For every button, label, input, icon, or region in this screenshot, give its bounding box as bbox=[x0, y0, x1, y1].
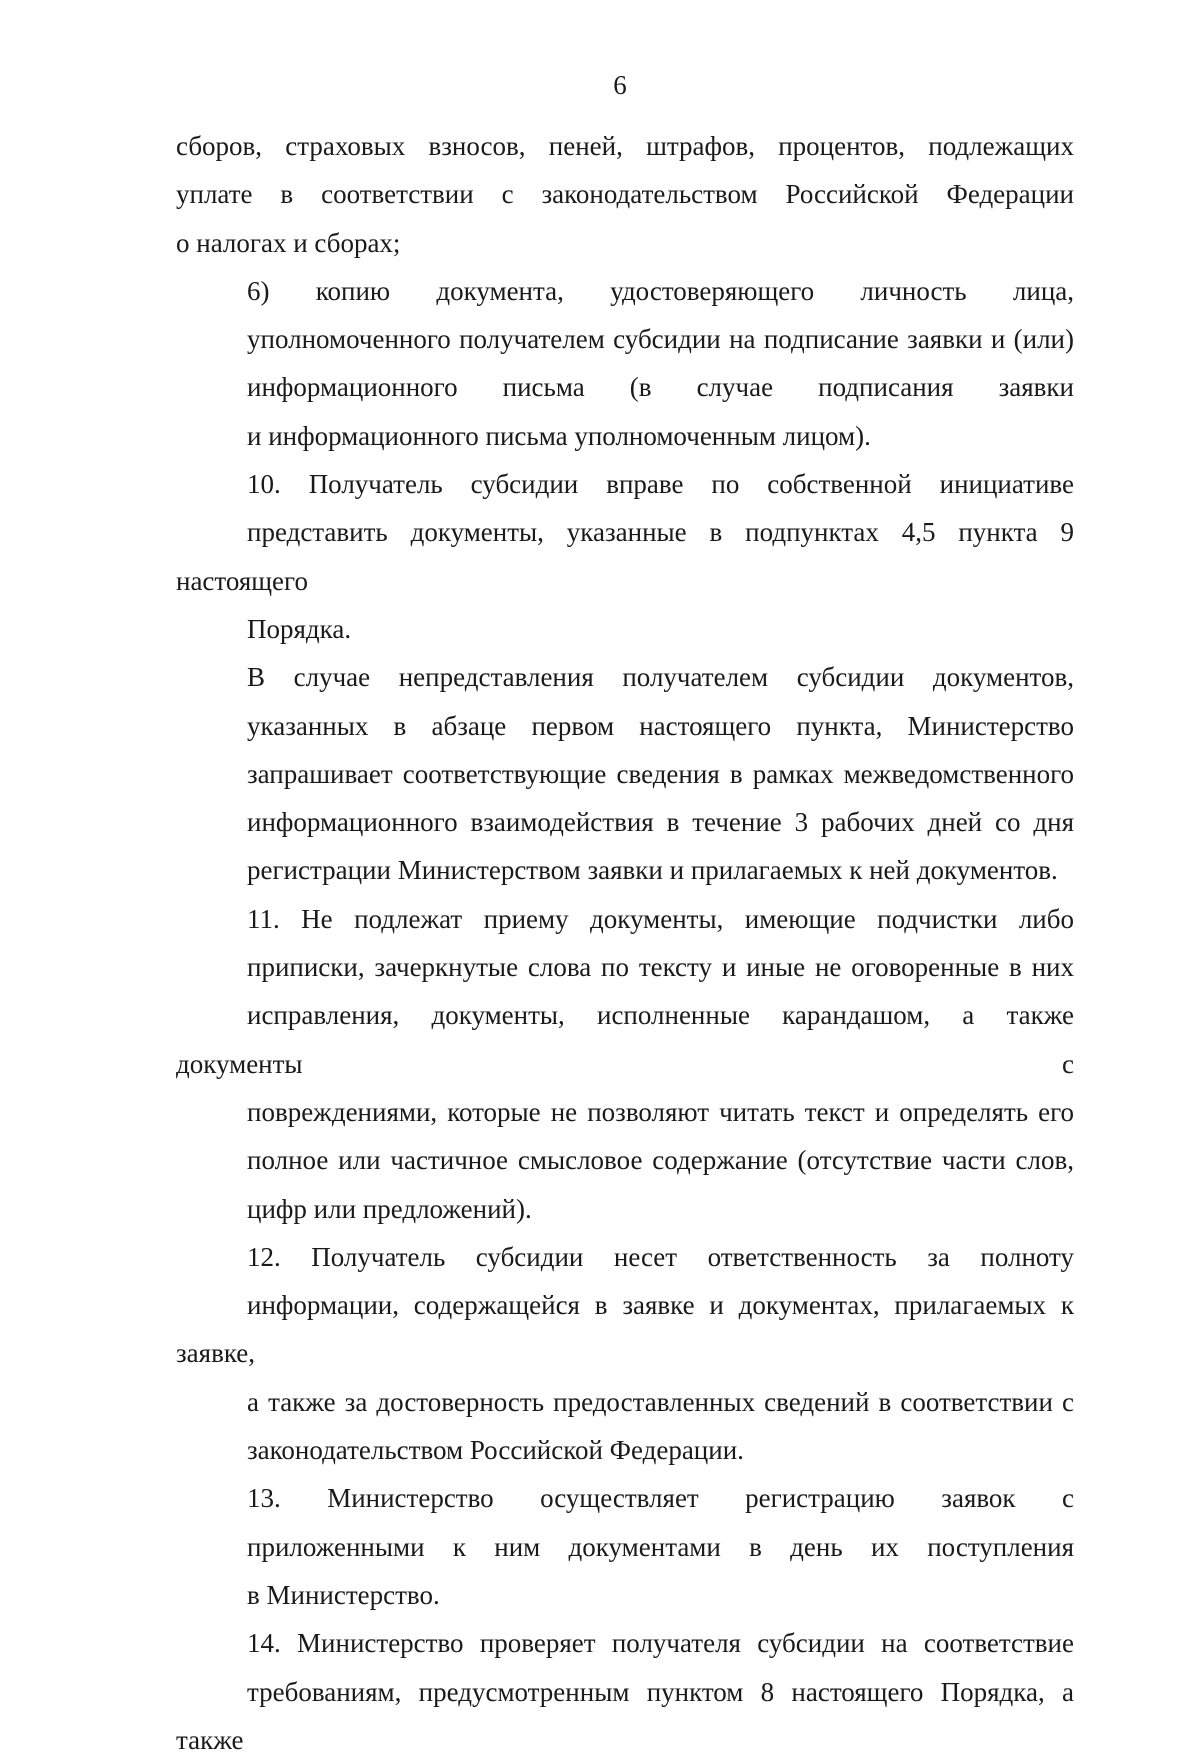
text-line: 12. Получатель субсидии несет ответственность за полноту bbox=[176, 1233, 1074, 1281]
text-line: полное или частичное смысловое содержание (отсутствие части слов, bbox=[176, 1136, 1074, 1184]
text-line: информационного взаимодействия в течение 3 рабочих дней со дня bbox=[176, 798, 1074, 846]
text-line: информационного письма (в случае подписания заявки bbox=[176, 363, 1074, 411]
text-line: приписки, зачеркнутые слова по тексту и иные не оговоренные в них bbox=[176, 943, 1074, 991]
text-line: 14. Министерство проверяет получателя субсидии на соответствие bbox=[176, 1619, 1074, 1667]
text-line: а также за достоверность предоставленных сведений в соответствии с bbox=[176, 1378, 1074, 1426]
text-line: 6) копию документа, удостоверяющего личность лица, bbox=[176, 267, 1074, 315]
text-line: повреждениями, которые не позволяют читать текст и определять его bbox=[176, 1088, 1074, 1136]
paragraph-clause-10 bbox=[176, 460, 1074, 653]
text-line: о налогах и сборах; bbox=[176, 219, 1074, 267]
paragraph-item-6 bbox=[176, 267, 1074, 460]
text-line: Порядка. bbox=[176, 605, 1074, 653]
page-number: 6 bbox=[0, 72, 1200, 99]
text-line: и информационного письма уполномоченным лицом). bbox=[176, 412, 1074, 460]
text-line: исправления, документы, исполненные карандашом, а также документы с bbox=[176, 991, 1074, 1088]
text-line: цифр или предложений). bbox=[176, 1185, 1074, 1233]
text-line: представить документы, указанные в подпунктах 4,5 пункта 9 настоящего bbox=[176, 508, 1074, 605]
text-line: приложенными к ним документами в день их поступления bbox=[176, 1523, 1074, 1571]
paragraph-clause-12 bbox=[176, 1233, 1074, 1474]
text-line: уплате в соответствии с законодательством Российской Федерации bbox=[176, 170, 1074, 218]
text-line: 13. Министерство осуществляет регистрацию заявок с bbox=[176, 1474, 1074, 1522]
text-line: 11. Не подлежат приему документы, имеющие подчистки либо bbox=[176, 895, 1074, 943]
text-line: регистрации Министерством заявки и прилагаемых к ней документов. bbox=[176, 846, 1074, 894]
paragraph-continuation bbox=[176, 122, 1074, 267]
paragraph-clause-11 bbox=[176, 895, 1074, 1233]
text-line: законодательством Российской Федерации. bbox=[176, 1426, 1074, 1474]
text-line: в Министерство. bbox=[176, 1571, 1074, 1619]
text-line: сборов, страховых взносов, пеней, штрафов, процентов, подлежащих bbox=[176, 122, 1074, 170]
paragraph-clause-14 bbox=[176, 1619, 1074, 1764]
text-line: уполномоченного получателем субсидии на подписание заявки и (или) bbox=[176, 315, 1074, 363]
text-line: указанных в абзаце первом настоящего пункта, Министерство bbox=[176, 702, 1074, 750]
text-line: информации, содержащейся в заявке и документах, прилагаемых к заявке, bbox=[176, 1281, 1074, 1378]
document-body bbox=[176, 122, 1074, 1764]
text-line: В случае непредставления получателем субсидии документов, bbox=[176, 653, 1074, 701]
paragraph-clause-13 bbox=[176, 1474, 1074, 1619]
text-line: требованиям, предусмотренным пунктом 8 настоящего Порядка, а также bbox=[176, 1668, 1074, 1764]
text-line: 10. Получатель субсидии вправе по собственной инициативе bbox=[176, 460, 1074, 508]
paragraph-clause-10-second bbox=[176, 653, 1074, 894]
text-line: запрашивает соответствующие сведения в рамках межведомственного bbox=[176, 750, 1074, 798]
